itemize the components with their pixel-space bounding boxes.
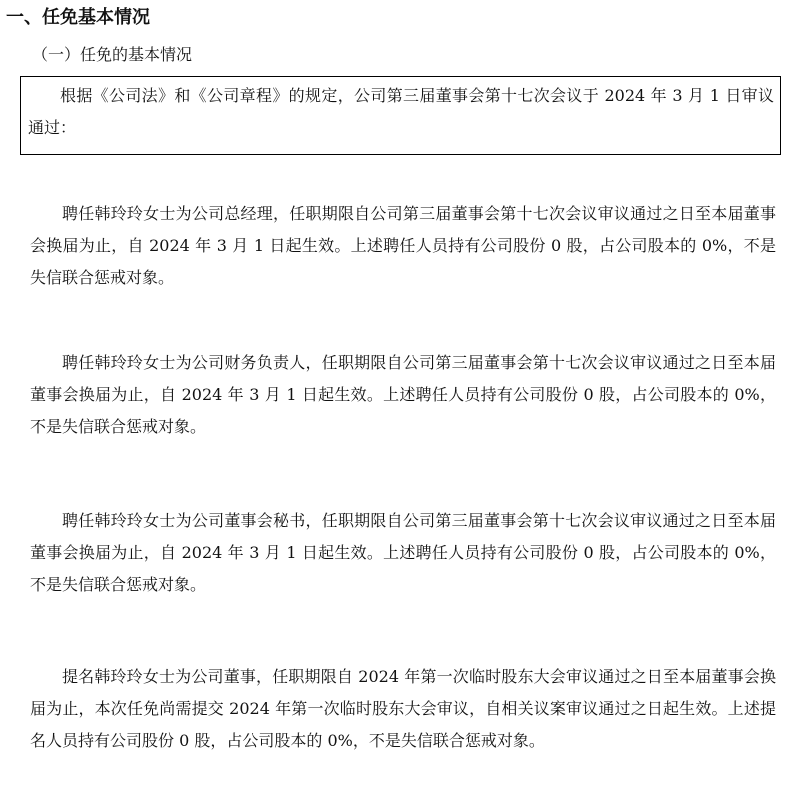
subsection-heading: （一）任免的基本情况: [32, 45, 193, 64]
paragraph-general-manager: 聘任韩玲玲女士为公司总经理，任职期限自公司第三届董事会第十七次会议审议通过之日至本届董事会换届为止，自 2024 年 3 月 1 日起生效。上述聘任人员持有公司股份 0 股，占公司股本的 0%，不是失信联合惩戒对象。: [30, 204, 776, 287]
paragraph-finance-head: 聘任韩玲玲女士为公司财务负责人，任职期限自公司第三届董事会第十七次会议审议通过之日至本届董事会换届为止，自 2024 年 3 月 1 日起生效。上述聘任人员持有公司股份 0 股，占公司股本的 0%，不是失信联合惩戒对象。: [30, 353, 776, 436]
paragraph-board-secretary: 聘任韩玲玲女士为公司董事会秘书，任职期限自公司第三届董事会第十七次会议审议通过之日至本届董事会换届为止，自 2024 年 3 月 1 日起生效。上述聘任人员持有公司股份 0 股，占公司股本的 0%，不是失信联合惩戒对象。: [30, 511, 776, 594]
paragraph-director-nomination: 提名韩玲玲女士为公司董事，任职期限自 2024 年第一次临时股东大会审议通过之日至本届董事会换届为止，本次任免尚需提交 2024 年第一次临时股东大会审议，自相关议案审议通过之日起生效。上述提名人员持有公司股份 0 股，占公司股本的 0%，不是失信联合惩戒对象。: [30, 667, 776, 750]
intro-paragraph: 根据《公司法》和《公司章程》的规定，公司第三届董事会第十七次会议于 2024 年 3 月 1 日审议通过：: [28, 86, 774, 137]
section-heading: 一、任免基本情况: [6, 7, 150, 28]
